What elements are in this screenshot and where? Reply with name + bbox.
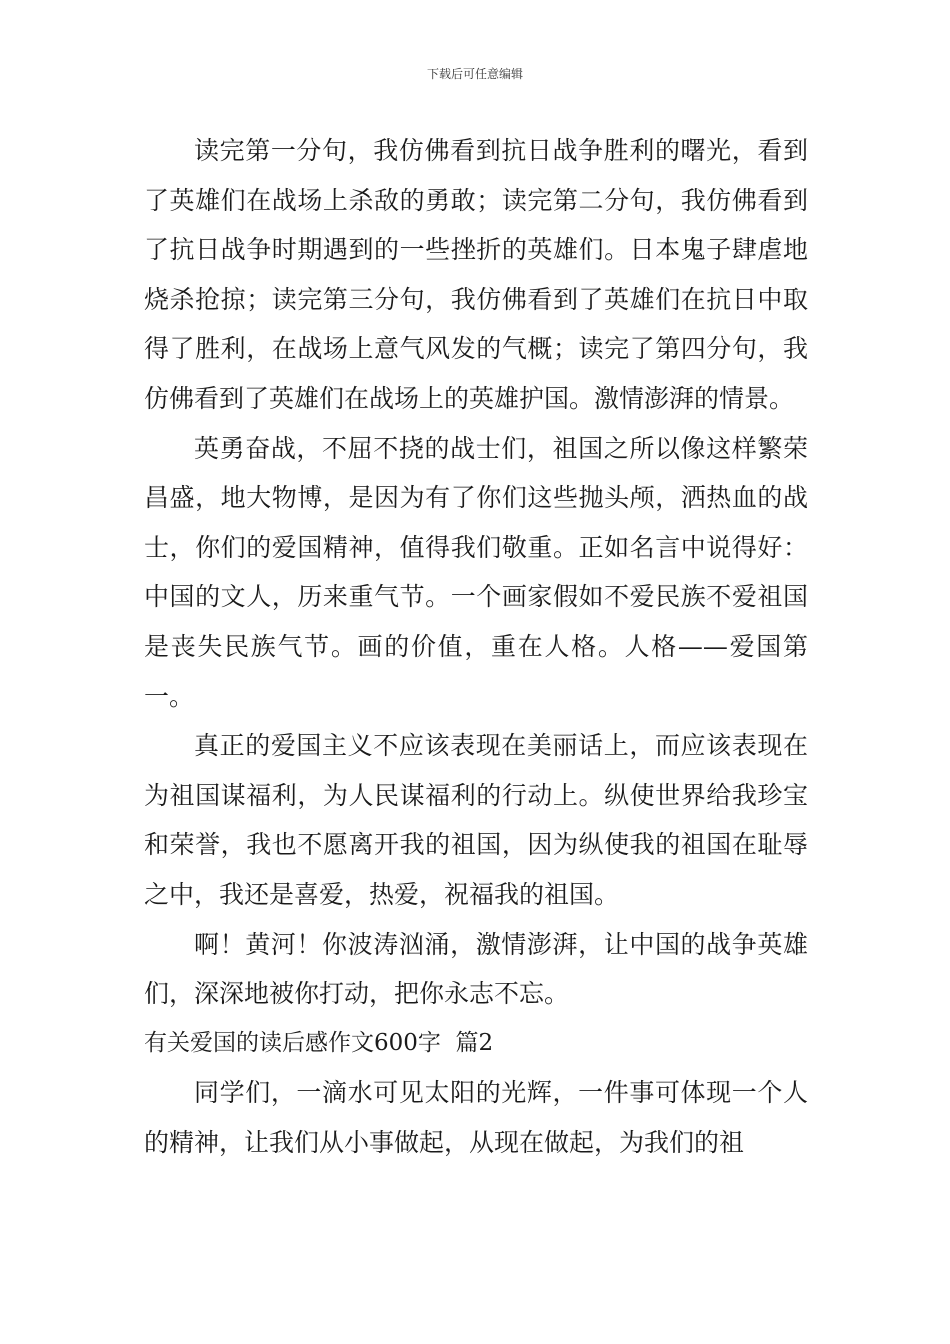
section-heading: 有关爱国的读后感作文600字 篇2	[144, 1029, 494, 1056]
paragraph-2: 英勇奋战，不屈不挠的战士们，祖国之所以像这样繁荣昌盛，地大物博，是因为有了你们这些抛头颅，洒热血的战士，你们的爱国精神，值得我们敬重。正如名言中说得好：中国的文人，历来重气节。一个画家假如不爱民族不爱祖国是丧失民族气节。画的价值，重在人格。人格——爱国第一。	[144, 433, 808, 711]
paragraph-4: 啊！黄河！你波涛汹涌，激情澎湃，让中国的战争英雄们，深深地被你打动，把你永志不忘。	[144, 929, 808, 1009]
paragraph-1: 读完第一分句，我仿佛看到抗日战争胜利的曙光，看到了英雄们在战场上杀敌的勇敢；读完第二分句，我仿佛看到了抗日战争时期遇到的一些挫折的英雄们。日本鬼子肆虐地烧杀抢掠；读完第三分句，我仿佛看到了英雄们在抗日中取得了胜利，在战场上意气风发的气概；读完了第四分句，我仿佛看到了英雄们在战场上的英雄护国。激情澎湃的情景。	[144, 136, 808, 413]
section-paragraph-1: 同学们，一滴水可见太阳的光辉，一件事可体现一个人的精神，让我们从小事做起，从现在做起，为我们的祖	[144, 1078, 808, 1157]
paragraph-3: 真正的爱国主义不应该表现在美丽话上，而应该表现在为祖国谋福利，为人民谋福利的行动上。纵使世界给我珍宝和荣誉，我也不愿离开我的祖国，因为纵使我的祖国在耻辱之中，我还是喜爱，热爱，祝福我的祖国。	[144, 731, 808, 909]
document-body	[144, 126, 808, 1167]
page-header-note: 下载后可任意编辑	[426, 67, 523, 81]
